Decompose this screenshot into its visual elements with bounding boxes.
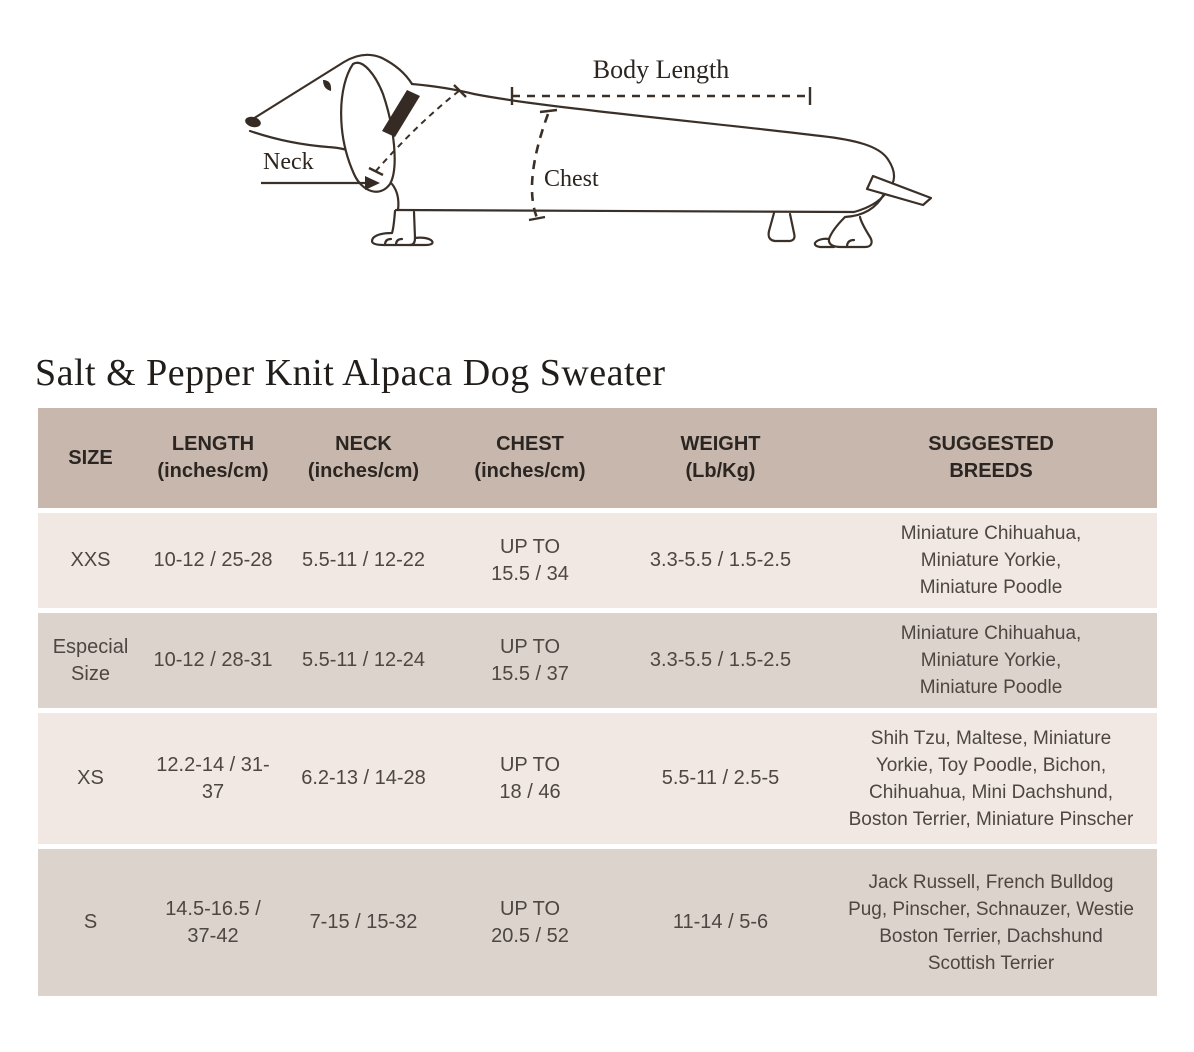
- header-row: [38, 408, 1157, 508]
- column-header-breeds: SUGGESTED BREEDS: [825, 408, 1157, 508]
- dachshund-sketch: [226, 34, 950, 274]
- size-chart-table: [38, 403, 1157, 1001]
- neck-cell: 5.5-11 / 12-22: [283, 513, 444, 608]
- column-header-size: SIZE: [38, 408, 143, 508]
- length-cell: 14.5-16.5 / 37-42: [143, 849, 283, 996]
- length-cell: 10-12 / 28-31: [143, 613, 283, 708]
- chest-cell: UP TO 18 / 46: [444, 713, 616, 844]
- chest-cell: UP TO 15.5 / 37: [444, 613, 616, 708]
- table-row: [38, 613, 1157, 708]
- weight-cell: 5.5-11 / 2.5-5: [616, 713, 825, 844]
- column-header-length: LENGTH (inches/cm): [143, 408, 283, 508]
- chest-measure-line: [529, 110, 557, 220]
- size-cell: S: [38, 849, 143, 996]
- breeds-cell: Miniature Chihuahua, Miniature Yorkie, Miniature Poodle: [825, 513, 1157, 608]
- size-chart: [38, 403, 1157, 1001]
- weight-cell: 11-14 / 5-6: [616, 849, 825, 996]
- column-header-chest: CHEST (inches/cm): [444, 408, 616, 508]
- size-cell: XXS: [38, 513, 143, 608]
- length-cell: 10-12 / 25-28: [143, 513, 283, 608]
- weight-cell: 3.3-5.5 / 1.5-2.5: [616, 513, 825, 608]
- column-header-neck: NECK (inches/cm): [283, 408, 444, 508]
- column-header-weight: WEIGHT (Lb/Kg): [616, 408, 825, 508]
- neck-cell: 7-15 / 15-32: [283, 849, 444, 996]
- length-cell: 12.2-14 / 31-37: [143, 713, 283, 844]
- body-length-label: Body Length: [592, 55, 730, 84]
- page-title: Salt & Pepper Knit Alpaca Dog Sweater: [35, 352, 666, 395]
- body-length-measure-line: [512, 87, 810, 105]
- breeds-cell: Miniature Chihuahua, Miniature Yorkie, Miniature Poodle: [825, 613, 1157, 708]
- breeds-cell: Jack Russell, French Bulldog Pug, Pinscher, Schnauzer, Westie Boston Terrier, Dachshund Scottish Terrier: [825, 849, 1157, 996]
- neck-label: Neck: [263, 149, 314, 175]
- weight-cell: 3.3-5.5 / 1.5-2.5: [616, 613, 825, 708]
- chest-label: Chest: [544, 166, 599, 192]
- table-row: [38, 513, 1157, 608]
- neck-cell: 5.5-11 / 12-24: [283, 613, 444, 708]
- dog-measurement-diagram: [226, 34, 950, 279]
- table-body: [38, 513, 1157, 996]
- neck-cell: 6.2-13 / 14-28: [283, 713, 444, 844]
- table-row: [38, 713, 1157, 844]
- dog-outline-icon: [244, 55, 931, 247]
- table-row: [38, 849, 1157, 996]
- size-cell: XS: [38, 713, 143, 844]
- breeds-cell: Shih Tzu, Maltese, Miniature Yorkie, Toy Poodle, Bichon, Chihuahua, Mini Dachshund, Boston Terrier, Miniature Pinscher: [825, 713, 1157, 844]
- chest-cell: UP TO 20.5 / 52: [444, 849, 616, 996]
- size-cell: Especial Size: [38, 613, 143, 708]
- chest-cell: UP TO 15.5 / 34: [444, 513, 616, 608]
